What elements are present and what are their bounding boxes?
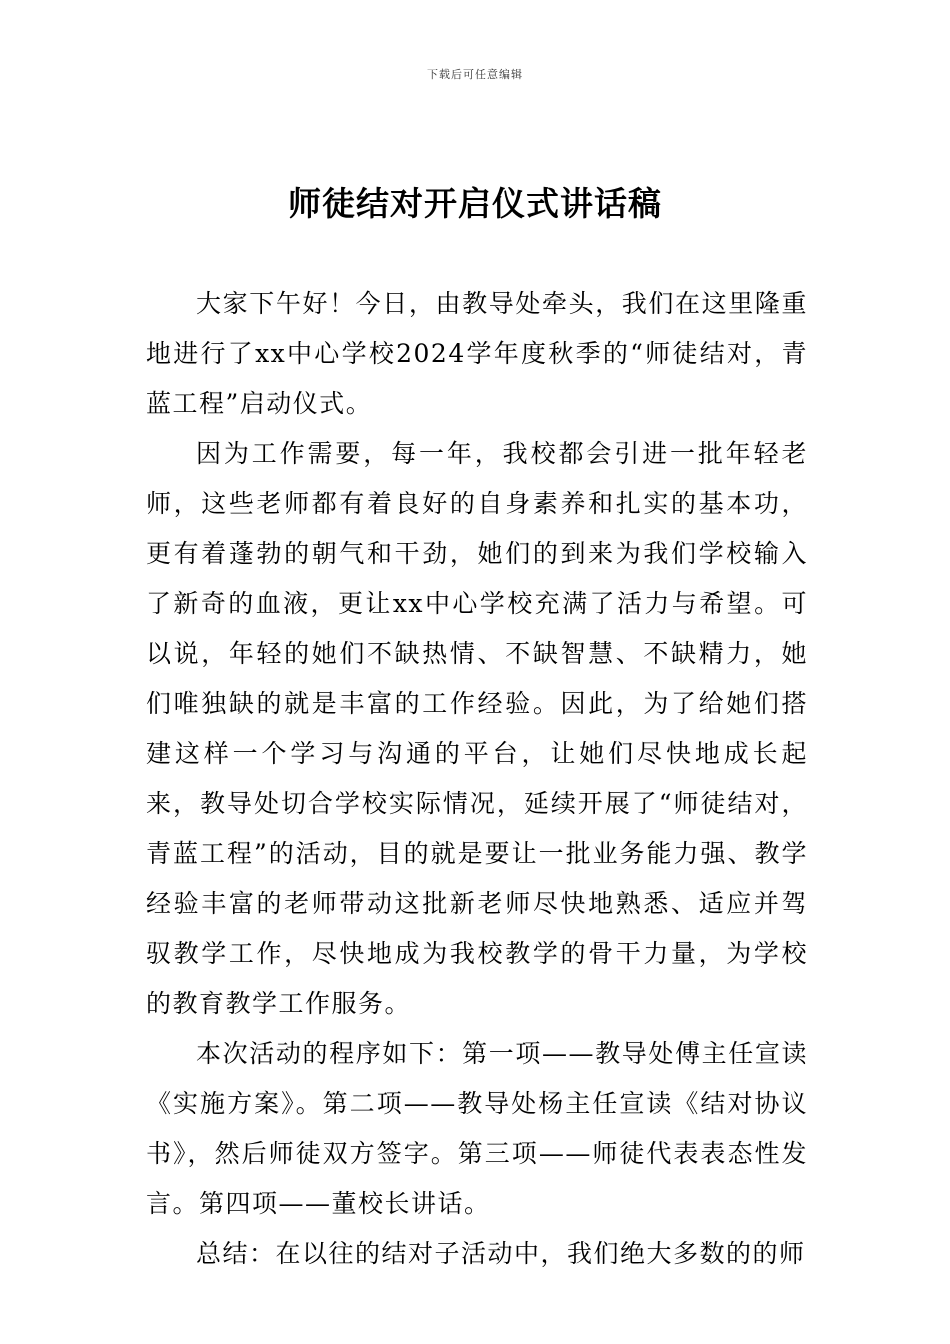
paragraph-background: 因为工作需要，每一年，我校都会引进一批年轻老师，这些老师都有着良好的自身素养和扎实的基本功，更有着蓬勃的朝气和干劲，她们的到来为我们学校输入了新奇的血液，更让xx中心学校充满了活力与希望。可以说，年轻的她们不缺热情、不缺智慧、不缺精力，她们唯独缺的就是丰富的工作经验。因此，为了给她们搭建这样一个学习与沟通的平台，让她们尽快地成长起来，教导处切合学校实际情况，延续开展了“师徒结对，青蓝工程”的活动，目的就是要让一批业务能力强、教学经验丰富的老师带动这批新老师尽快地熟悉、适应并驾驭教学工作，尽快地成为我校教学的骨干力量，为学校的教育教学工作服务。: [146, 439, 808, 1018]
paragraph-summary: 总结：在以往的结对子活动中，我们绝大多数的的师: [196, 1239, 806, 1268]
paragraph-program: 本次活动的程序如下：第一项——教导处傅主任宣读《实施方案》。第二项——教导处杨主任宣读《结对协议书》，然后师徒双方签字。第三项——师徒代表表态性发言。第四项——董校长讲话。: [146, 1039, 808, 1218]
header-note: 下载后可任意编辑: [427, 68, 523, 81]
document-title: 师徒结对开启仪式讲话稿: [288, 184, 662, 223]
paragraph-greeting: 大家下午好！今日，由教导处牵头，我们在这里隆重地进行了xx中心学校2024学年度秋季的“师徒结对，青蓝工程”启动仪式。: [146, 289, 808, 418]
document-body: [146, 279, 808, 1279]
